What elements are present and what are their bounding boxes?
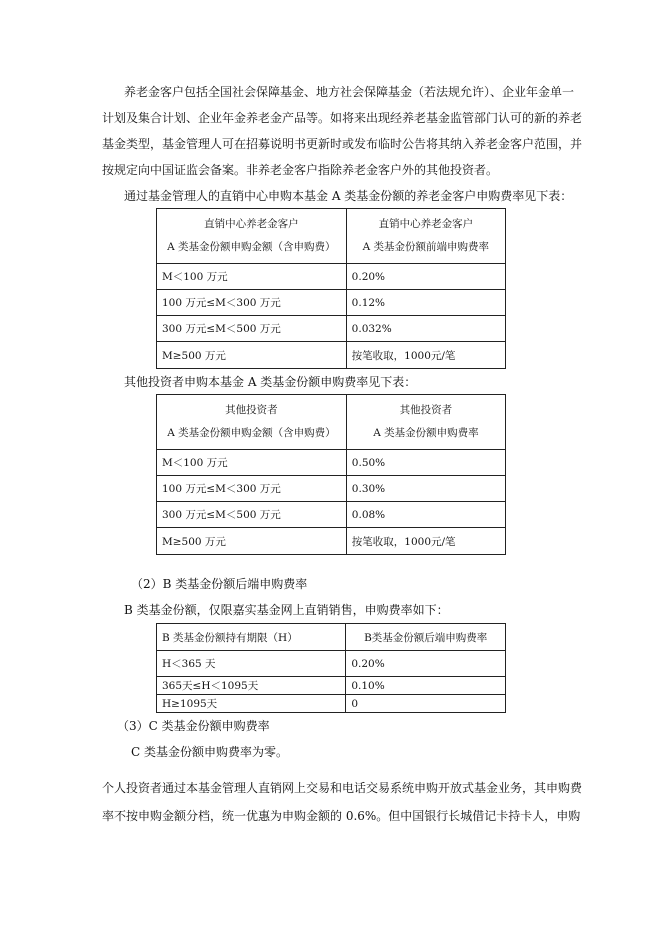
rate-cell: 0.08% (346, 502, 505, 528)
amount-cell: 100 万元≤M＜300 万元 (157, 290, 347, 316)
section-heading-b-class: （2）B 类基金份额后端申购费率 (131, 577, 308, 591)
rate-cell: 0.10% (346, 677, 506, 695)
rate-cell: 0.20% (346, 264, 505, 290)
amount-cell: 100 万元≤M＜300 万元 (157, 476, 347, 502)
amount-cell: M＜100 万元 (157, 264, 347, 290)
paragraph-c-class-rate: C 类基金份额申购费率为零。 (131, 745, 288, 759)
table-row (157, 450, 506, 476)
paragraph-online-trading-line-2: 率不按申购金额分档，统一优惠为申购金额的 0.6%。但中国银行长城借记卡持卡人，申购 (102, 809, 581, 823)
paragraph-table1-intro: 通过基金管理人的直销中心申购本基金 A 类基金份额的养老金客户申购费率见下表： (124, 189, 573, 203)
header-cell-period: B 类基金份额持有期限（H） (157, 624, 346, 651)
header-text: 直销中心养老金客户 (378, 218, 474, 230)
table-row (157, 651, 506, 677)
table-header-row (157, 395, 506, 450)
paragraph-pension-definition-line-2: 计划及集合计划、企业年金养老金产品等。如将来出现经养老基金监管部门认可的新的养老 (102, 111, 583, 125)
rate-cell: 0 (346, 695, 506, 713)
b-class-back-end-fee-table (156, 623, 506, 713)
table-row (157, 264, 506, 290)
header-text: A 类基金份额申购费率 (373, 427, 479, 439)
amount-cell: M≥500 万元 (157, 342, 347, 369)
pension-client-fee-table (156, 208, 506, 369)
rate-cell: 0.50% (346, 450, 505, 476)
table-row (157, 502, 506, 528)
table-row (157, 316, 506, 342)
period-cell: H≥1095天 (157, 695, 346, 713)
table-header-row (157, 209, 506, 264)
amount-cell: 300 万元≤M＜500 万元 (157, 502, 347, 528)
paragraph-table2-intro: 其他投资者申购本基金 A 类基金份额申购费率见下表： (124, 375, 417, 389)
period-cell: 365天≤H＜1095天 (157, 677, 346, 695)
paragraph-pension-definition-line-4: 按规定向中国证监会备案。非养老金客户指除养老金客户外的其他投资者。 (102, 163, 499, 177)
paragraph-pension-definition-line-1: 养老金客户包括全国社会保障基金、地方社会保障基金（若法规允许）、企业年金单一 (124, 85, 575, 99)
amount-cell: M≥500 万元 (157, 528, 347, 555)
header-text: A 类基金份额申购金额（含申购费） (167, 427, 336, 439)
amount-cell: 300 万元≤M＜500 万元 (157, 316, 347, 342)
header-cell-rate: B类基金份额后端申购费率 (346, 624, 506, 651)
rate-cell: 按笔收取，1000元/笔 (346, 342, 505, 369)
rate-cell: 0.12% (346, 290, 505, 316)
header-cell-amount (157, 395, 347, 450)
paragraph-b-class-intro: B 类基金份额，仅限嘉实基金网上直销销售，申购费率如下： (124, 603, 449, 617)
table-row (157, 528, 506, 555)
table-row (157, 677, 506, 695)
period-cell: H＜365 天 (157, 651, 346, 677)
rate-cell: 0.032% (346, 316, 505, 342)
amount-cell: M＜100 万元 (157, 450, 347, 476)
section-heading-c-class: （3）C 类基金份额申购费率 (117, 719, 270, 733)
rate-cell: 按笔收取，1000元/笔 (346, 528, 505, 555)
rate-cell: 0.20% (346, 651, 506, 677)
header-cell-amount (157, 209, 347, 264)
header-text: 其他投资者 (225, 404, 278, 416)
table-row (157, 342, 506, 369)
header-cell-rate (346, 209, 505, 264)
paragraph-online-trading-line-1: 个人投资者通过本基金管理人直销网上交易和电话交易系统申购开放式基金业务，其申购费 (102, 781, 583, 795)
other-investor-fee-table (156, 394, 506, 555)
table-row (157, 695, 506, 713)
rate-cell: 0.30% (346, 476, 505, 502)
header-text: 其他投资者 (399, 404, 453, 416)
header-cell-rate (346, 395, 505, 450)
header-text: A 类基金份额前端申购费率 (362, 241, 490, 253)
table-row (157, 476, 506, 502)
header-text: 直销中心养老金客户 (204, 218, 299, 230)
paragraph-pension-definition-line-3: 基金类型，基金管理人可在招募说明书更新时或发布临时公告将其纳入养老金客户范围，并 (102, 137, 583, 151)
header-text: A 类基金份额申购金额（含申购费） (167, 241, 336, 253)
table-row (157, 290, 506, 316)
table-header-row (157, 624, 506, 651)
